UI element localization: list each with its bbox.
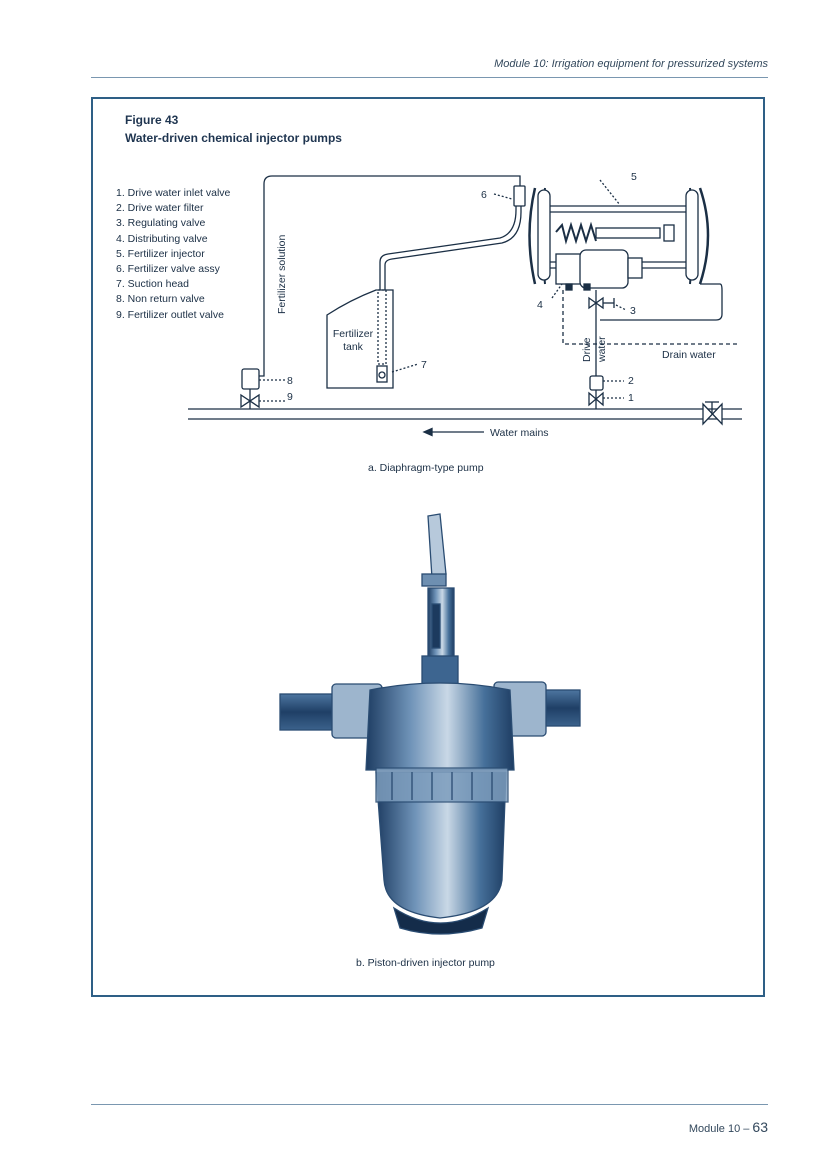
footer-rule <box>91 1104 768 1105</box>
water-mains-label: Water mains <box>490 427 549 439</box>
callout-9: 9 <box>287 391 293 403</box>
legend-item: 4. Distributing valve <box>116 232 208 245</box>
fertilizer-solution-label: Fertilizer solution <box>276 234 288 314</box>
fertilizer-injector <box>530 180 709 290</box>
page-footer <box>689 1119 768 1135</box>
legend-item: 2. Drive water filter <box>116 202 204 215</box>
legend-item: 7. Suction head <box>116 278 189 291</box>
callout-7: 7 <box>421 359 427 371</box>
callout-1: 1 <box>628 392 634 404</box>
suction-hose <box>380 206 516 290</box>
drain-water-label: Drain water <box>662 349 716 361</box>
footer-module-label: Module 10 – <box>688 1123 750 1135</box>
legend-item: 3. Regulating valve <box>116 217 206 230</box>
drive-water-return <box>600 284 722 320</box>
water-mains-arrow <box>424 429 484 436</box>
legend-item: 8. Non return valve <box>116 293 205 306</box>
tank-label-line2: tank <box>343 341 363 353</box>
caption-b: b. Piston-driven injector pump <box>356 957 495 969</box>
page-number: 63 <box>752 1119 768 1135</box>
fertilizer-valve-assy <box>514 186 525 206</box>
piston-pump-photo <box>280 514 580 934</box>
water-main-pipe <box>188 409 742 419</box>
callout-3: 3 <box>630 305 636 317</box>
legend-item: 1. Drive water inlet valve <box>116 187 231 199</box>
drive-label-line2: water <box>596 336 608 362</box>
figure-title: Water-driven chemical injector pumps <box>125 131 342 145</box>
running-header: Module 10: Irrigation equipment for pressurized systems <box>494 58 768 70</box>
callout-8: 8 <box>287 375 293 387</box>
figure-number: Figure 43 <box>125 113 179 127</box>
callout-4: 4 <box>537 299 543 311</box>
drive-label-line1: Drive <box>581 337 593 362</box>
caption-a: a. Diaphragm-type pump <box>368 462 484 474</box>
suction-hose-outer <box>385 206 521 290</box>
tank-label-line1: Fertilizer <box>332 328 374 340</box>
legend-item: 5. Fertilizer injector <box>116 247 205 260</box>
callout-5: 5 <box>631 171 637 183</box>
main-gate-valve <box>703 402 722 424</box>
callout-6: 6 <box>481 189 487 201</box>
legend-item: 9. Fertilizer outlet valve <box>116 308 224 321</box>
legend-item: 6. Fertilizer valve assy <box>116 263 220 276</box>
callout-2: 2 <box>628 375 634 387</box>
